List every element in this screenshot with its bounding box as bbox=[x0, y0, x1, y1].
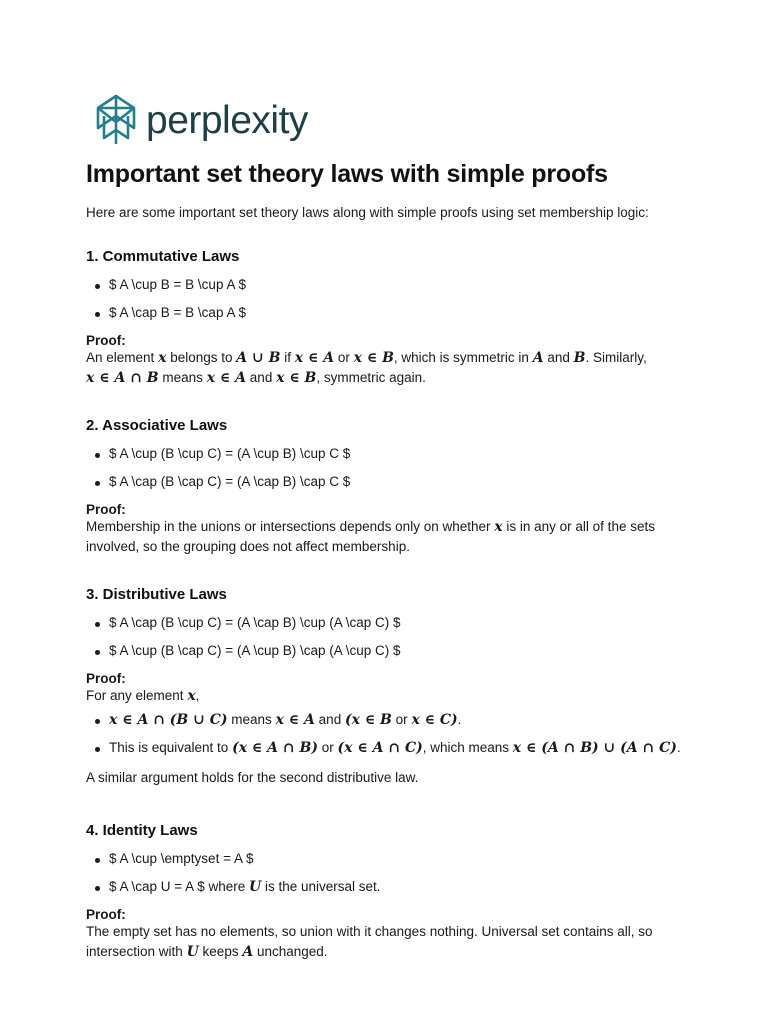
proof-text: The empty set has no elements, so union with it changes nothing. Universal set contains all, so bbox=[86, 924, 653, 939]
law-item: $ A \cup B = B \cup A $ bbox=[86, 277, 686, 305]
proof-step: This is equivalent to (x ∈ A ∩ B) or (x ∈ A ∩ C), which means x ∈ (A ∩ B) ∪ (A ∩ C). bbox=[86, 740, 686, 766]
section-identity bbox=[86, 822, 686, 962]
section-heading: 4. Identity Laws bbox=[86, 822, 198, 839]
page-title: Important set theory laws with simple proofs bbox=[86, 160, 608, 188]
section-distributive bbox=[86, 586, 686, 788]
law-list bbox=[86, 851, 686, 905]
law-item: $ A \cap (B \cap C) = (A \cap B) \cap C $ bbox=[86, 474, 686, 500]
section-heading: 1. Commutative Laws bbox=[86, 248, 240, 265]
law-item: $ A \cup (B \cap C) = (A \cup B) \cap (A \cup C) $ bbox=[86, 643, 686, 669]
law-item: $ A \cup \emptyset = A $ bbox=[86, 851, 686, 879]
section-heading: 3. Distributive Laws bbox=[86, 586, 227, 603]
proof-label: Proof: bbox=[86, 502, 126, 517]
brand-name: perplexity bbox=[146, 98, 308, 142]
proof-step: x ∈ A ∩ (B ∪ C) means x ∈ A and (x ∈ B or x ∈ C). bbox=[86, 712, 686, 740]
proof-label: Proof: bbox=[86, 671, 126, 686]
proof-label: Proof: bbox=[86, 907, 126, 922]
proof-text: involved, so the grouping does not affect membership. bbox=[86, 539, 410, 554]
proof-text: For any element x, bbox=[86, 688, 200, 704]
proof-text: Membership in the unions or intersections depends only on whether x is in any or all of the sets bbox=[86, 519, 655, 535]
proof-text: x ∈ A ∩ B means x ∈ A and x ∈ B, symmetric again. bbox=[86, 370, 426, 386]
law-item: $ A \cap B = B \cap A $ bbox=[86, 305, 686, 331]
section-heading: 2. Associative Laws bbox=[86, 417, 228, 434]
intro-paragraph: Here are some important set theory laws along with simple proofs using set membership logic: bbox=[86, 205, 649, 220]
proof-steps bbox=[86, 712, 686, 766]
law-item: $ A \cap U = A $ where U is the universal set. bbox=[86, 879, 686, 905]
section-associative bbox=[86, 417, 686, 557]
law-item: $ A \cap (B \cup C) = (A \cap B) \cup (A \cap C) $ bbox=[86, 615, 686, 643]
law-list bbox=[86, 446, 686, 500]
proof-conclusion: A similar argument holds for the second distributive law. bbox=[86, 770, 419, 785]
proof-label: Proof: bbox=[86, 333, 126, 348]
law-item: $ A \cup (B \cup C) = (A \cup B) \cup C $ bbox=[86, 446, 686, 474]
law-list bbox=[86, 615, 686, 669]
perplexity-logo-icon bbox=[94, 94, 138, 146]
brand-logo bbox=[94, 94, 308, 146]
section-commutative bbox=[86, 248, 686, 388]
proof-text: intersection with U keeps A unchanged. bbox=[86, 944, 328, 960]
law-list bbox=[86, 277, 686, 331]
proof-text: An element x belongs to A ∪ B if x ∈ A or x ∈ B, which is symmetric in A and B. Similarly, bbox=[86, 350, 647, 366]
